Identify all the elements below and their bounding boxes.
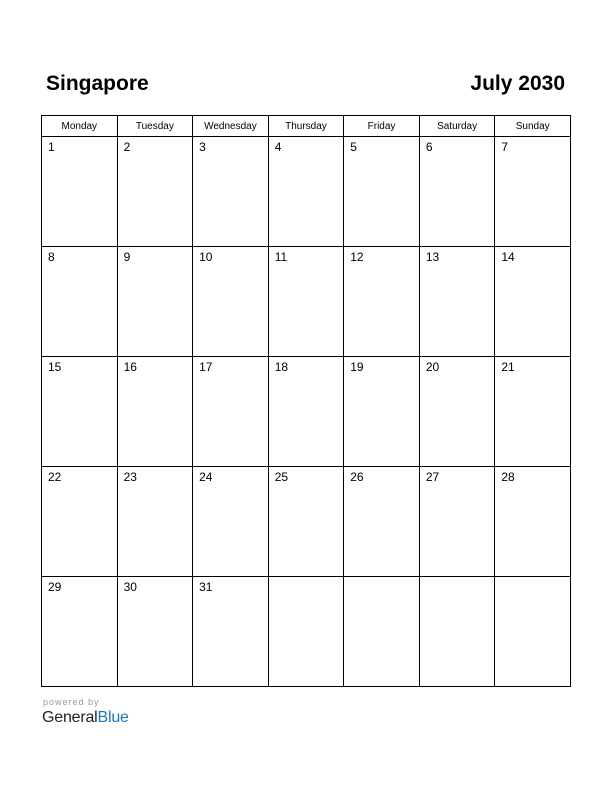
week-row (42, 137, 571, 247)
day-number: 4 (274, 140, 282, 154)
day-number: 7 (501, 140, 509, 154)
day-cell (42, 247, 118, 357)
day-cell (495, 577, 571, 687)
day-number: 30 (123, 580, 137, 594)
day-cell (495, 137, 571, 247)
day-cell (42, 467, 118, 577)
day-number: 15 (48, 360, 62, 374)
generalblue-logo[interactable] (42, 708, 129, 728)
day-cell (344, 357, 420, 467)
calendar-country-title: Singapore (46, 72, 149, 95)
day-number: 8 (48, 250, 55, 264)
day-cell (268, 247, 344, 357)
day-number (344, 577, 419, 580)
powered-by-text: powered by (43, 697, 100, 707)
weekday-sunday: Sunday (495, 116, 571, 137)
weekday-header-row (42, 116, 571, 137)
day-number (495, 577, 570, 580)
day-cell (268, 357, 344, 467)
day-number: 12 (350, 250, 364, 264)
calendar-month-title: July 2030 (470, 72, 565, 95)
day-cell (495, 357, 571, 467)
day-number: 11 (274, 250, 288, 264)
day-cell (419, 247, 495, 357)
day-number: 29 (48, 580, 62, 594)
day-cell (117, 467, 193, 577)
weekday-thursday: Thursday (268, 116, 344, 137)
day-cell (193, 137, 269, 247)
day-cell (268, 467, 344, 577)
day-cell (419, 137, 495, 247)
day-number: 9 (123, 250, 131, 264)
day-cell (193, 357, 269, 467)
day-number: 21 (501, 360, 515, 374)
day-number: 18 (274, 360, 289, 374)
day-number: 1 (48, 140, 55, 154)
day-cell (344, 137, 420, 247)
day-number: 10 (199, 250, 213, 264)
weekday-saturday: Saturday (419, 116, 495, 137)
calendar-grid (41, 115, 571, 687)
day-cell (117, 357, 193, 467)
day-number: 25 (274, 470, 289, 484)
week-row (42, 247, 571, 357)
day-cell (495, 467, 571, 577)
week-row (42, 357, 571, 467)
weekday-wednesday: Wednesday (193, 116, 269, 137)
day-number: 16 (123, 360, 137, 374)
day-number (420, 577, 495, 580)
day-number: 6 (425, 140, 433, 154)
logo-text-blue: Blue (97, 709, 129, 726)
day-cell (42, 137, 118, 247)
weekday-monday: Monday (42, 116, 118, 137)
day-cell (268, 577, 344, 687)
day-cell (117, 137, 193, 247)
day-cell (268, 137, 344, 247)
day-number: 27 (425, 470, 440, 484)
logo-text-general: General (42, 709, 98, 726)
day-number: 22 (48, 470, 62, 484)
day-number: 23 (123, 470, 137, 484)
day-number: 24 (199, 470, 213, 484)
week-row (42, 577, 571, 687)
day-cell (495, 247, 571, 357)
weekday-tuesday: Tuesday (117, 116, 193, 137)
day-cell (419, 577, 495, 687)
day-cell (344, 467, 420, 577)
day-cell (419, 357, 495, 467)
day-number: 20 (425, 360, 440, 374)
day-number: 28 (501, 470, 515, 484)
day-number: 26 (350, 470, 364, 484)
day-number: 5 (350, 140, 357, 154)
day-cell (193, 577, 269, 687)
day-number: 3 (199, 140, 206, 154)
day-cell (419, 467, 495, 577)
day-number: 31 (199, 580, 213, 594)
weekday-friday: Friday (344, 116, 420, 137)
day-number: 2 (123, 140, 131, 154)
day-number (269, 577, 344, 580)
day-cell (344, 247, 420, 357)
day-cell (117, 247, 193, 357)
day-number: 19 (350, 360, 364, 374)
day-cell (42, 577, 118, 687)
week-row (42, 467, 571, 577)
day-number: 14 (501, 250, 515, 264)
day-cell (193, 247, 269, 357)
day-cell (344, 577, 420, 687)
day-cell (117, 577, 193, 687)
day-cell (42, 357, 118, 467)
day-number: 17 (199, 360, 213, 374)
day-cell (193, 467, 269, 577)
day-number: 13 (425, 250, 440, 264)
